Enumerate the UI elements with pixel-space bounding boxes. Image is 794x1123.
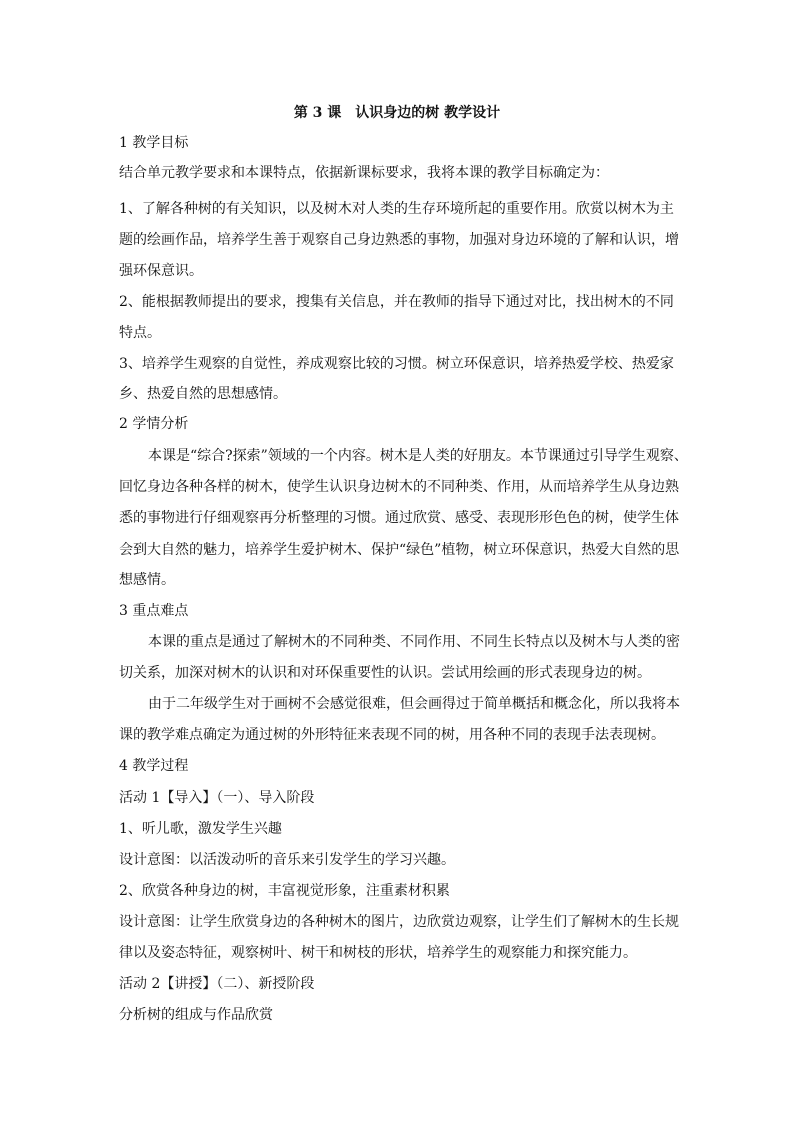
- paragraph-line: 1、了解各种树的有关知识，以及树木对人类的生存环境所起的重要作用。欣赏以树木为主: [119, 201, 674, 217]
- document-title: 第 3 课 认识身边的树 教学设计: [293, 105, 501, 121]
- paragraph-line: 课的教学难点确定为通过树的外形特征来表现不同的树，用各种不同的表现手法表现树。: [119, 727, 665, 743]
- paragraph-line: 2、欣赏各种身边的树，丰富视觉形象，注重素材积累: [119, 883, 450, 899]
- paragraph-line: 本课的重点是通过了解树木的不同种类、不同作用、不同生长特点以及树木与人类的密: [148, 634, 680, 650]
- paragraph-line: 回忆身边各种各样的树木，使学生认识身边树木的不同种类、作用，从而培养学生从身边熟: [119, 479, 679, 495]
- paragraph-line: 设计意图：以活泼动听的音乐来引发学生的学习兴趣。: [119, 852, 455, 868]
- paragraph-line: 题的绘画作品，培养学生善于观察自己身边熟悉的事物，加强对身边环境的了解和认识，增: [119, 232, 679, 248]
- heading-key-points: 3 重点难点: [119, 603, 189, 619]
- paragraph-line: 由于二年级学生对于画树不会感觉很难，但会画得过于简单概括和概念化，所以我将本: [148, 696, 680, 712]
- paragraph-line: 2、能根据教师提出的要求，搜集有关信息，并在教师的指导下通过对比，找出树木的不同: [119, 294, 674, 310]
- activity-heading: 活动 1【导入】（一）、导入阶段: [119, 790, 315, 806]
- paragraph-line: 特点。: [119, 325, 161, 341]
- paragraph-line: 悉的事物进行仔细观察再分析整理的习惯。通过欣赏、感受、表现形形色色的树，使学生体: [119, 510, 679, 526]
- paragraph-line: 强环保意识。: [119, 263, 203, 279]
- paragraph-line: 3、培养学生观察的自觉性，养成观察比较的习惯。树立环保意识，培养热爱学校、热爱家: [119, 356, 674, 372]
- paragraph-line: 切关系，加深对树木的认识和对环保重要性的认识。尝试用绘画的形式表现身边的树。: [119, 665, 651, 681]
- heading-teaching-process: 4 教学过程: [119, 758, 189, 774]
- paragraph-line: 律以及姿态特征，观察树叶、树干和树枝的形状，培养学生的观察能力和探究能力。: [119, 945, 637, 961]
- paragraph-line: 分析树的组成与作品欣赏: [119, 1007, 273, 1023]
- paragraph-line: 想感情。: [119, 572, 175, 588]
- paragraph-line: 结合单元教学要求和本课特点，依据新课标要求，我将本课的教学目标确定为：: [119, 165, 609, 181]
- paragraph-line: 设计意图：让学生欣赏身边的各种树木的图片，边欣赏边观察，让学生们了解树木的生长规: [119, 914, 679, 930]
- paragraph-line: 会到大自然的魅力，培养学生爱护树木、保护“绿色”植物，树立环保意识，热爱大自然的思: [119, 542, 680, 558]
- heading-learner-analysis: 2 学情分析: [119, 416, 189, 432]
- activity-heading: 活动 2【讲授】（二）、新授阶段: [119, 976, 315, 992]
- paragraph-line: 1、听儿歌，激发学生兴趣: [119, 821, 282, 837]
- paragraph-line: 乡、热爱自然的思想感情。: [119, 386, 287, 402]
- heading-teaching-goals: 1 教学目标: [119, 135, 189, 151]
- paragraph-line: 本课是“综合?探索”领域的一个内容。树木是人类的好朋友。本节课通过引导学生观察、: [148, 448, 688, 464]
